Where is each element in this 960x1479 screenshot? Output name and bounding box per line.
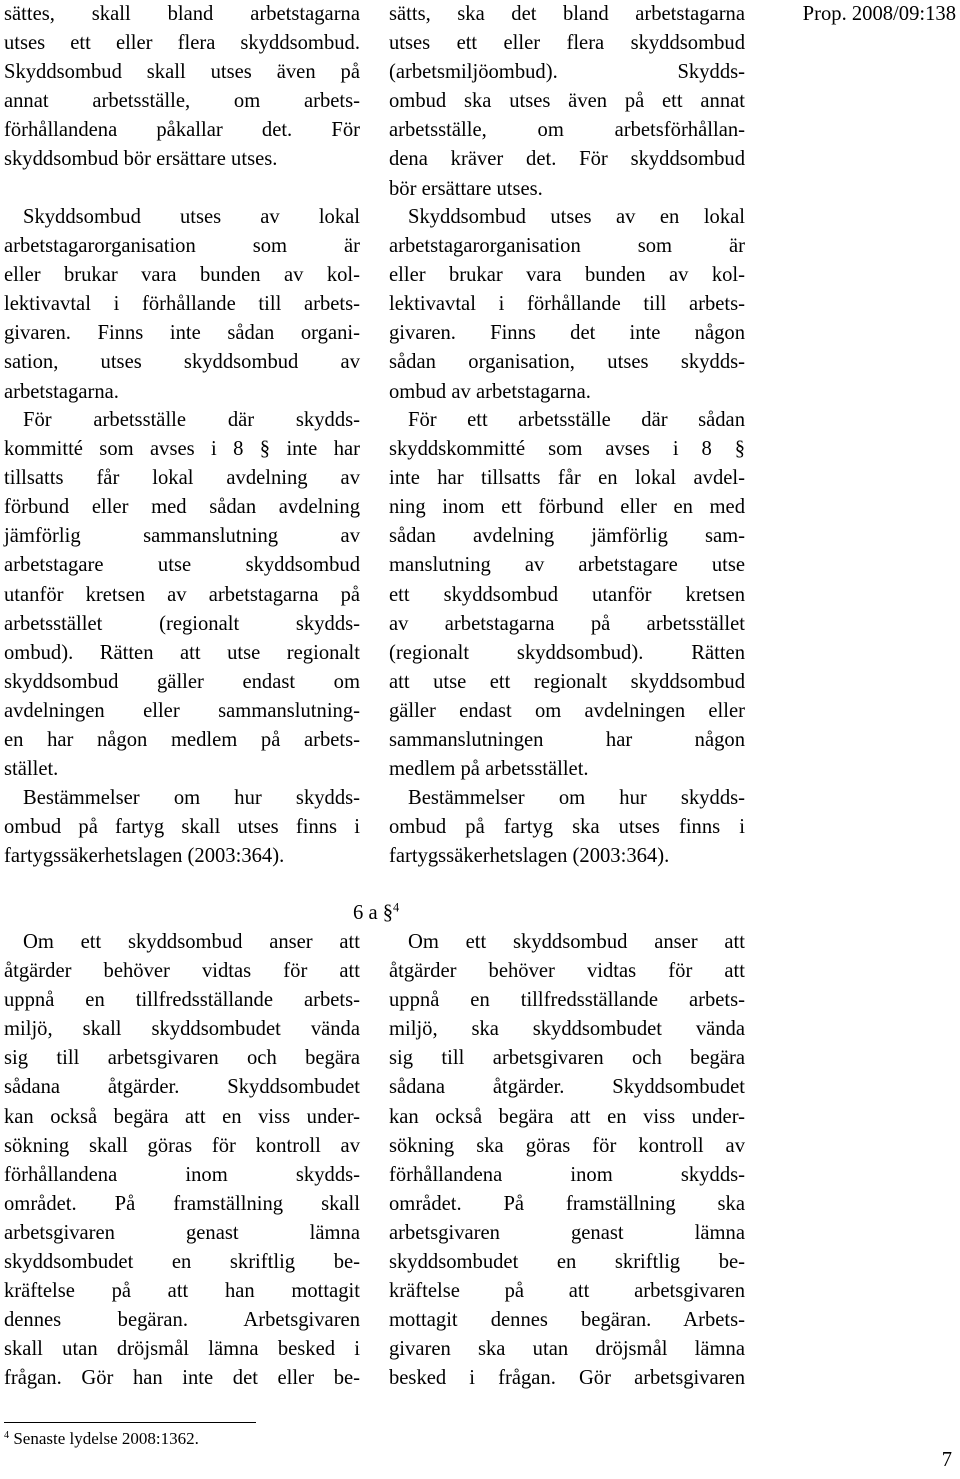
text-line: av arbetstagarna på arbetsstället <box>389 612 745 635</box>
left-paragraph-2 <box>4 203 360 407</box>
text-line: ett skyddsombud utanför kretsen <box>389 583 745 606</box>
text-line: skyddsombudet en skriftlig be- <box>389 1251 745 1274</box>
text-line: eller brukar vara bunden av kol- <box>389 264 745 287</box>
text-line: stället. <box>4 758 59 781</box>
text-line: sökning skall göras för kontroll av <box>4 1134 360 1157</box>
text-line: dena kräver det. För skyddsombud <box>389 148 745 171</box>
document-reference: Prop. 2008/09:138 <box>802 3 956 25</box>
text-line: För ett arbetsställe där sådan <box>408 409 745 431</box>
text-line: jämförlig sammanslutning av <box>4 525 360 548</box>
text-line: dennes begäran. Arbetsgivaren <box>4 1309 360 1332</box>
text-line: området. På framställning ska <box>389 1192 745 1215</box>
text-line: Skyddsombud skall utses även på <box>4 61 360 84</box>
text-line: arbetstagare utse skyddsombud <box>4 554 360 577</box>
text-line: ombud på fartyg ska utses finns i <box>389 816 745 839</box>
text-line: förhållandena inom skydds- <box>4 1163 360 1186</box>
text-line: mottagit dennes begäran. Arbets- <box>389 1309 745 1332</box>
text-line: Skyddsombud utses av lokal <box>23 206 360 228</box>
text-line: inte har tillsatts får en lokal avdel- <box>389 467 745 490</box>
text-line: ning inom ett förbund eller en med <box>389 496 745 519</box>
text-line: Om ett skyddsombud anser att <box>408 931 745 953</box>
text-line: (regionalt skyddsombud). Rätten <box>389 641 745 664</box>
text-line: kommitté som avses i 8 § inte har <box>4 438 360 461</box>
right-paragraph-1 <box>389 0 745 204</box>
text-line: miljö, ska skyddsombudet vända <box>389 1018 745 1041</box>
left-paragraph-5 <box>4 928 360 1394</box>
text-line: sådana åtgärder. Skyddsombudet <box>4 1076 360 1099</box>
text-line: kan också begära att en viss under- <box>4 1105 360 1128</box>
text-line: lektivavtal i förhållande till arbets- <box>389 293 745 316</box>
footnote-divider <box>4 1422 256 1423</box>
text-line: åtgärder behöver vidtas för att <box>389 960 745 983</box>
text-line: fartygssäkerhetslagen (2003:364). <box>389 845 670 868</box>
text-line: skyddsombud gäller endast om <box>4 670 360 693</box>
text-line: annat arbetsställe, om arbets- <box>4 90 360 113</box>
text-line: sation, utses skyddsombud av <box>4 351 360 374</box>
text-line: ombud på fartyg skall utses finns i <box>4 816 360 839</box>
text-line: skall utan dröjsmål lämna besked i <box>4 1338 360 1361</box>
footnote-mark: 4 <box>4 1429 10 1441</box>
text-line: (arbetsmiljöombud). Skydds- <box>389 61 745 84</box>
text-line: medlem på arbetsstället. <box>389 758 589 781</box>
text-line: arbetstagarna. <box>4 380 119 403</box>
footnote <box>4 1428 199 1450</box>
text-line: ombud ska utses även på ett annat <box>389 90 745 113</box>
text-line: ombud av arbetstagarna. <box>389 380 591 403</box>
text-line: sådan avdelning jämförlig sam- <box>389 525 745 548</box>
text-line: fartygssäkerhetslagen (2003:364). <box>4 845 285 868</box>
text-line: uppnå en tillfredsställande arbets- <box>4 989 360 1012</box>
section-label: 6 a § <box>353 902 394 924</box>
text-line: att utse ett regionalt skyddsombud <box>389 670 745 693</box>
text-line: utanför kretsen av arbetstagarna på <box>4 583 360 606</box>
section-heading <box>353 899 399 928</box>
text-line: Skyddsombud utses av en lokal <box>408 206 745 228</box>
text-line: kräftelse på att arbetsgivaren <box>389 1280 745 1303</box>
text-line: Om ett skyddsombud anser att <box>23 931 360 953</box>
left-paragraph-4 <box>4 784 360 871</box>
text-line: avdelningen eller sammanslutning- <box>4 699 360 722</box>
text-line: skyddsombud bör ersättare utses. <box>4 148 278 171</box>
right-paragraph-4 <box>389 784 745 871</box>
text-line: lektivavtal i förhållande till arbets- <box>4 293 360 316</box>
right-paragraph-2 <box>389 203 745 407</box>
text-line: gäller endast om avdelningen eller <box>389 699 745 722</box>
text-line: Bestämmelser om hur skydds- <box>408 787 745 809</box>
text-line: givaren. Finns inte sådan organi- <box>4 322 360 345</box>
text-line: förhållandena påkallar det. För <box>4 119 360 142</box>
text-line: sammanslutningen har någon <box>389 729 745 752</box>
text-line: förhållandena inom skydds- <box>389 1163 745 1186</box>
right-paragraph-5 <box>389 928 745 1394</box>
text-line: besked i frågan. Gör arbetsgivaren <box>389 1367 745 1390</box>
text-line: uppnå en tillfredsställande arbets- <box>389 989 745 1012</box>
left-paragraph-3 <box>4 406 360 784</box>
text-line: kan också begära att en viss under- <box>389 1105 745 1128</box>
text-line: skyddskommitté som avses i 8 § <box>389 438 745 461</box>
text-line: sådan organisation, utses skydds- <box>389 351 745 374</box>
text-line: arbetstagarorganisation som är <box>389 235 745 258</box>
text-line: För arbetsställe där skydds- <box>23 409 360 431</box>
text-line: frågan. Gör han inte det eller be- <box>4 1367 360 1390</box>
text-line: arbetsgivaren genast lämna <box>389 1221 745 1244</box>
footnote-text: Senaste lydelse 2008:1362. <box>13 1429 199 1448</box>
text-line: givaren ska utan dröjsmål lämna <box>389 1338 745 1361</box>
text-line: sättes, skall bland arbetstagarna <box>4 3 360 25</box>
text-line: kräftelse på att han mottagit <box>4 1280 360 1303</box>
text-line: arbetsställe, om arbetsförhållan- <box>389 119 745 142</box>
text-line: givaren. Finns det inte någon <box>389 322 745 345</box>
text-line: förbund eller med sådan avdelning <box>4 496 360 519</box>
text-line: arbetsgivaren genast lämna <box>4 1221 360 1244</box>
text-line: sätts, ska det bland arbetstagarna <box>389 3 745 25</box>
text-line: sökning ska göras för kontroll av <box>389 1134 745 1157</box>
text-line: manslutning av arbetstagare utse <box>389 554 745 577</box>
text-line: sådana åtgärder. Skyddsombudet <box>389 1076 745 1099</box>
text-line: bör ersättare utses. <box>389 177 543 200</box>
text-line: en har någon medlem på arbets- <box>4 729 360 752</box>
right-paragraph-3 <box>389 406 745 784</box>
text-line: tillsatts får lokal avdelning av <box>4 467 360 490</box>
text-line: sig till arbetsgivaren och begära <box>4 1047 360 1070</box>
text-line: Bestämmelser om hur skydds- <box>23 787 360 809</box>
footnote-reference: 4 <box>393 900 400 915</box>
text-line: skyddsombudet en skriftlig be- <box>4 1251 360 1274</box>
text-line: miljö, skall skyddsombudet vända <box>4 1018 360 1041</box>
text-line: arbetstagarorganisation som är <box>4 235 360 258</box>
text-line: ombud). Rätten att utse regionalt <box>4 641 360 664</box>
text-line: utses ett eller flera skyddsombud. <box>4 32 360 55</box>
text-line: utses ett eller flera skyddsombud <box>389 32 745 55</box>
left-paragraph-1 <box>4 0 360 175</box>
page-number: 7 <box>941 1449 952 1471</box>
text-line: sig till arbetsgivaren och begära <box>389 1047 745 1070</box>
text-line: åtgärder behöver vidtas för att <box>4 960 360 983</box>
text-line: eller brukar vara bunden av kol- <box>4 264 360 287</box>
text-line: området. På framställning skall <box>4 1192 360 1215</box>
text-line: arbetsstället (regionalt skydds- <box>4 612 360 635</box>
